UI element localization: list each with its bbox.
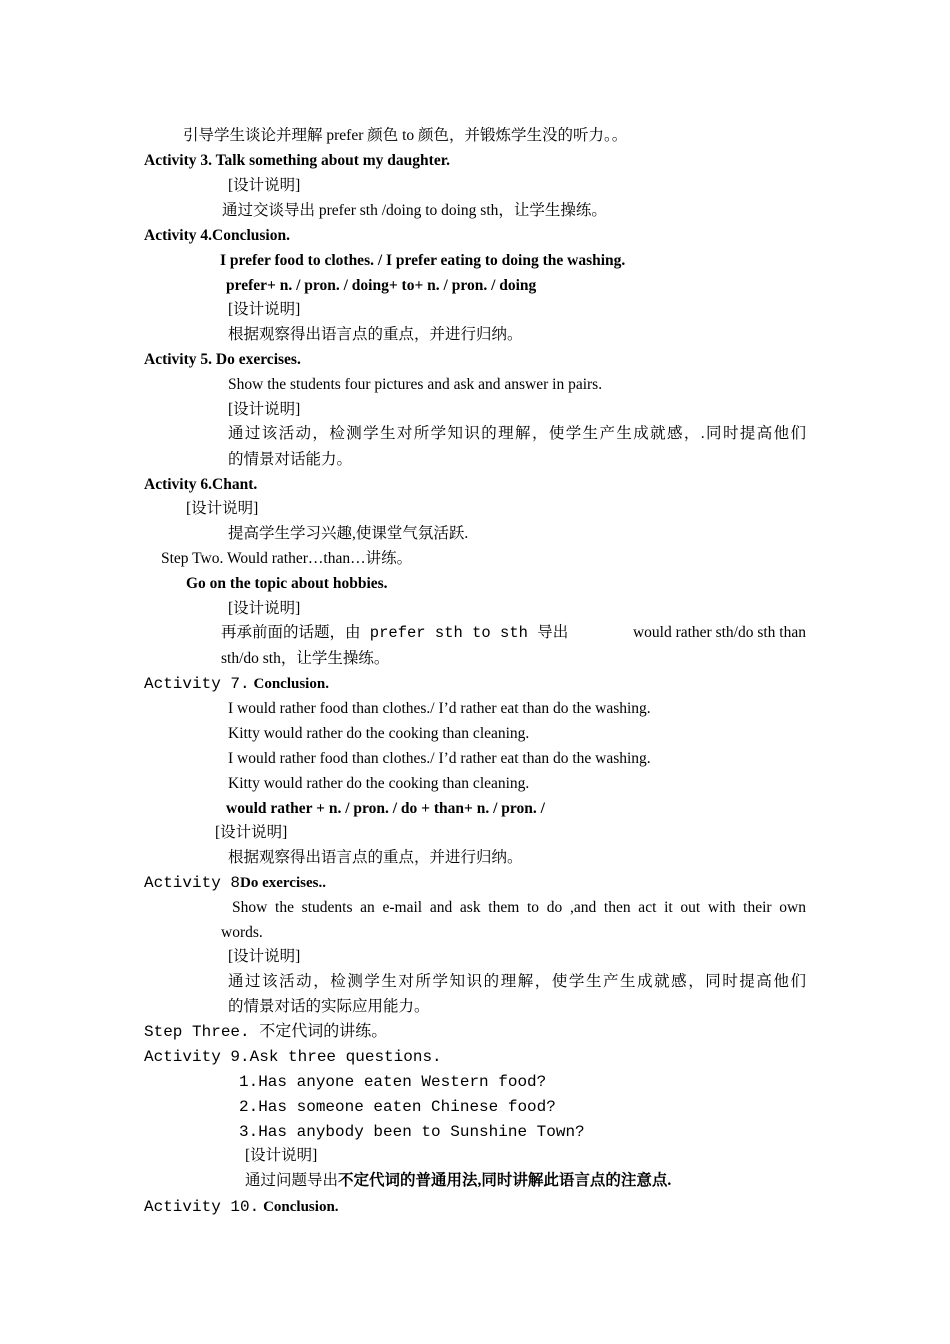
design-note-label: [设计说明] <box>215 824 288 841</box>
design-note-text: 提高学生学习兴趣,使课堂气氛活跃. <box>228 525 469 542</box>
activity-10-number: Activity 10. <box>144 1198 260 1216</box>
design-note-text-cont: sth/do sth，让学生操练。 <box>221 650 390 667</box>
question-item: 3.Has anybody been to Sunshine Town? <box>239 1123 585 1141</box>
design-note-label: [设计说明] <box>228 177 301 194</box>
design-note-text: 根据观察得出语言点的重点，并进行归纳。 <box>228 849 523 866</box>
design-note-text-part2: would rather sth/do sth than <box>632 624 806 641</box>
step-two-heading: Step Two. Would rather…than…讲练。 <box>161 550 413 567</box>
activity-5-heading: Activity 5. Do exercises. <box>144 351 301 368</box>
design-note-label: [设计说明] <box>245 1147 318 1164</box>
intro-text: 引导学生谈论并理解 prefer 颜色 to 颜色，并锻炼学生没的听力。。 <box>183 127 628 144</box>
design-note-text: 通过交谈导出 prefer sth /doing to doing sth，让学生操练。 <box>222 202 607 219</box>
design-note-text-part1: 通过问题导出 <box>245 1172 339 1189</box>
design-note-label: [设计说明] <box>186 500 259 517</box>
topic-line: Go on the topic about hobbies. <box>186 575 388 592</box>
question-item: 1.Has anyone eaten Western food? <box>239 1073 547 1091</box>
activity-10-title: Conclusion. <box>263 1199 339 1215</box>
activity-8-title: Do exercises.. <box>240 875 326 891</box>
design-note-label: [设计说明] <box>228 301 301 318</box>
design-note-text: 通过该活动，检测学生对所学知识的理解，使学生产生成就感，同时提高他们 <box>228 973 806 990</box>
grammar-pattern: prefer+ n. / pron. / doing+ to+ n. / pron. / doing <box>226 277 537 294</box>
design-note-text-cont: 的情景对话的实际应用能力。 <box>228 998 430 1015</box>
activity-6-heading: Activity 6.Chant. <box>144 476 258 493</box>
example-sentence: I would rather food than clothes./ I’d rather eat than do the washing. <box>228 700 651 717</box>
activity-8-number: Activity 8 <box>144 874 241 892</box>
activity-7-title: Conclusion. <box>253 676 329 692</box>
activity-description: Show the students an e-mail and ask them to do ,and then act it out with their own <box>232 899 806 916</box>
activity-9-heading: Activity 9.Ask three questions. <box>144 1048 442 1066</box>
design-note-text-part1: 再承前面的话题，由 prefer sth to sth 导出 <box>221 624 569 642</box>
design-note-text: 根据观察得出语言点的重点，并进行归纳。 <box>228 326 523 343</box>
question-item: 2.Has someone eaten Chinese food? <box>239 1098 556 1116</box>
design-note-text-part2: 不定代词的普通用法,同时讲解此语言点的注意点. <box>338 1172 672 1189</box>
activity-3-heading: Activity 3. Talk something about my daughter. <box>144 152 451 169</box>
design-note-label: [设计说明] <box>228 401 301 418</box>
grammar-pattern: would rather + n. / pron. / do + than+ n. / pron. / <box>226 800 545 817</box>
activity-description-cont: words. <box>221 924 263 941</box>
activity-7-number: Activity 7. <box>144 675 250 693</box>
design-note-text <box>221 623 806 643</box>
activity-4-heading: Activity 4.Conclusion. <box>144 227 290 244</box>
example-sentence: I prefer food to clothes. / I prefer eating to doing the washing. <box>220 252 626 269</box>
activity-10-heading <box>144 1197 339 1217</box>
example-sentence: Kitty would rather do the cooking than cleaning. <box>228 775 530 792</box>
design-note-label: [设计说明] <box>228 600 301 617</box>
example-sentence: Kitty would rather do the cooking than cleaning. <box>228 725 530 742</box>
design-note-text <box>245 1171 671 1191</box>
design-note-label: [设计说明] <box>228 948 301 965</box>
activity-description: Show the students four pictures and ask and answer in pairs. <box>228 376 603 393</box>
activity-8-heading <box>144 873 326 893</box>
activity-7-heading <box>144 674 329 694</box>
step-three-heading: Step Three. 不定代词的讲练。 <box>144 1023 388 1041</box>
design-note-text-cont: 的情景对话能力。 <box>228 451 353 468</box>
design-note-text: 通过该活动，检测学生对所学知识的理解，使学生产生成就感，.同时提高他们 <box>228 425 806 442</box>
example-sentence: I would rather food than clothes./ I’d rather eat than do the washing. <box>228 750 651 767</box>
